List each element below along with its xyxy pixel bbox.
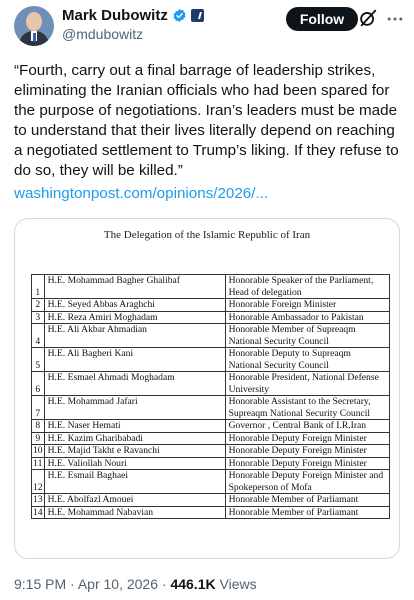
table-row xyxy=(32,396,390,420)
table-row xyxy=(32,432,390,445)
author-name-row xyxy=(62,6,204,24)
table-row xyxy=(32,324,390,348)
row-number: 1 xyxy=(32,275,45,299)
delegate-name: H.E. Valiollah Nouri xyxy=(44,457,225,470)
tweet-media-image[interactable] xyxy=(14,218,400,559)
author-handle[interactable]: @mdubowitz xyxy=(62,26,144,42)
more-options-icon[interactable] xyxy=(385,9,405,29)
table-row xyxy=(32,506,390,519)
delegate-name: H.E. Seyed Abbas Araghchi xyxy=(44,299,225,312)
row-number: 10 xyxy=(33,445,43,456)
row-number: 13 xyxy=(33,494,43,505)
row-number: 9 xyxy=(32,432,45,445)
delegate-name: H.E. Reza Amiri Moghadam xyxy=(44,311,225,324)
row-number: 11 xyxy=(33,457,43,469)
row-number: 6 xyxy=(32,372,45,396)
delegation-table xyxy=(31,274,390,519)
table-row xyxy=(32,420,390,433)
table-row xyxy=(32,372,390,396)
delegate-name: H.E. Esmail Baghaei xyxy=(44,470,225,494)
delegate-role: Honorable Deputy to Supreaqm National Security Council xyxy=(225,348,389,372)
delegate-name: H.E. Naser Hemati xyxy=(44,420,225,433)
grok-icon[interactable] xyxy=(357,7,379,29)
delegate-name: H.E. Abolfazl Amouei xyxy=(44,494,225,507)
verified-check-icon xyxy=(172,8,187,23)
table-row xyxy=(32,494,390,507)
row-number: 14 xyxy=(33,506,43,518)
tweet-text: “Fourth, carry out a final barrage of leadership strikes, eliminating the Iranian officials who had been spared for the purpose of negotiations. Iran’s leaders must be made to understand that their lives literally depend on reaching a negotiated settlement to Trump’s liking. If they refuse to do so, they will be killed.” xyxy=(14,62,399,179)
delegate-role: Honorable Member of Supreaqm National Security Council xyxy=(225,324,389,348)
delegate-name: H.E. Kazim Gharibabadi xyxy=(44,432,225,445)
avatar-tie xyxy=(33,33,36,42)
delegate-role: Honorable Speaker of the Parliament, Head of delegation xyxy=(225,275,389,299)
delegate-name: H.E. Mohammad Nabavian xyxy=(44,506,225,519)
delegate-role: Honorable Deputy Foreign Minister xyxy=(225,445,389,458)
delegate-role: Honorable Foreign Minister xyxy=(225,299,389,312)
delegate-role: Honorable Member of Parliamant xyxy=(225,506,389,519)
organization-badge-icon[interactable] xyxy=(191,9,204,22)
row-number: 5 xyxy=(32,348,45,372)
tweet-header xyxy=(0,0,414,58)
tweet-link[interactable]: washingtonpost.com/opinions/2026/... xyxy=(14,185,269,202)
meta-separator: · xyxy=(70,576,75,592)
views-count: 446.1K xyxy=(170,576,216,592)
delegate-role: Honorable Deputy Foreign Minister and Spokeperson of Mofa xyxy=(225,470,389,494)
avatar[interactable] xyxy=(14,6,54,46)
delegate-role: Honorable Assistant to the Secretary, Supreaqm National Security Council xyxy=(225,396,389,420)
delegate-name: H.E. Majid Takht e Ravanchi xyxy=(44,445,225,458)
meta-separator: · xyxy=(161,576,167,592)
delegate-role: Honorable Deputy Foreign Minister xyxy=(225,457,389,470)
row-number: 3 xyxy=(32,311,45,324)
views-label: Views xyxy=(219,576,257,592)
table-row xyxy=(32,311,390,324)
delegate-role: Honorable President, National Defense University xyxy=(225,372,389,396)
table-row xyxy=(32,348,390,372)
avatar-head xyxy=(26,12,42,31)
row-number: 4 xyxy=(32,324,45,348)
table-row xyxy=(32,445,390,458)
document-title: The Delegation of the Islamic Republic of Iran xyxy=(103,229,311,241)
tweet-meta xyxy=(14,576,257,592)
table-row xyxy=(32,470,390,494)
delegate-role: Governor , Central Bank of I.R.Iran xyxy=(225,420,389,433)
table-row xyxy=(32,457,390,470)
table-row xyxy=(32,299,390,312)
delegate-name: H.E. Ali Bagheri Kani xyxy=(44,348,225,372)
delegate-role: Honorable Deputy Foreign Minister xyxy=(225,432,389,445)
row-number: 12 xyxy=(32,470,45,494)
tweet-date[interactable]: Apr 10, 2026 xyxy=(77,576,158,592)
delegate-role: Honorable Member of Parliamant xyxy=(225,494,389,507)
author-display-name[interactable]: Mark Dubowitz xyxy=(62,6,168,24)
row-number: 8 xyxy=(32,420,45,433)
delegate-name: H.E. Mohammad Jafari xyxy=(44,396,225,420)
delegate-name: H.E. Esmael Ahmadi Moghadam xyxy=(44,372,225,396)
delegate-role: Honorable Ambassador to Pakistan xyxy=(225,311,389,324)
delegate-name: H.E. Mohammad Bagher Ghalibaf xyxy=(44,275,225,299)
delegate-name: H.E. Ali Akbar Ahmadian xyxy=(44,324,225,348)
row-number: 7 xyxy=(32,396,45,420)
tweet-time[interactable]: 9:15 PM xyxy=(14,576,67,592)
table-row xyxy=(32,275,390,299)
follow-button[interactable]: Follow xyxy=(286,7,358,31)
row-number: 2 xyxy=(32,299,45,312)
